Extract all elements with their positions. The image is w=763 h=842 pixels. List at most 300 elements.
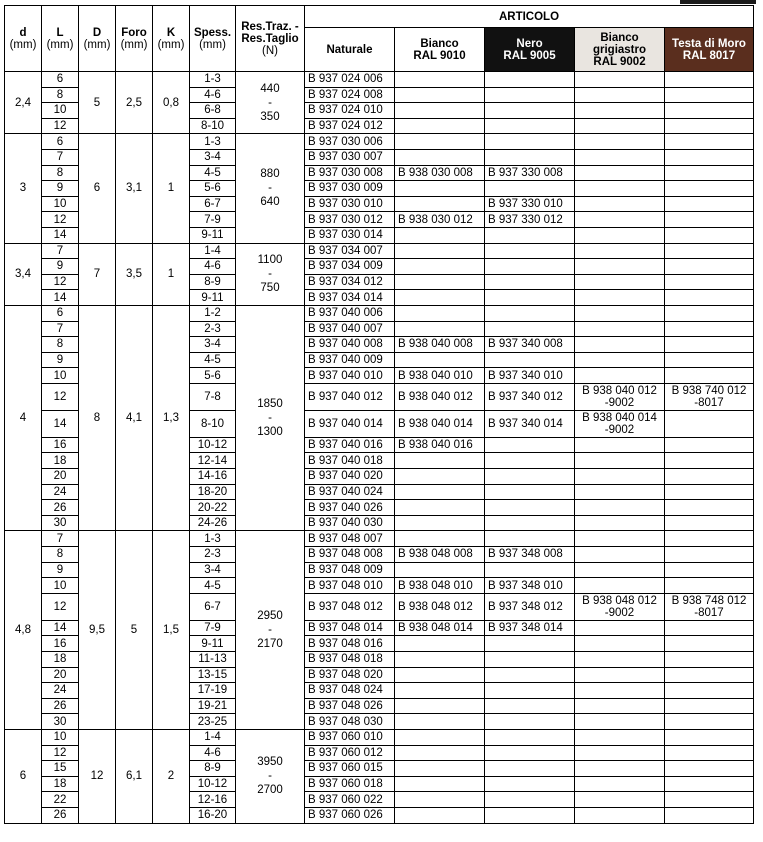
cell-grig (575, 620, 665, 636)
cell-spess: 4-5 (190, 578, 236, 594)
col-D-header: D (mm) (79, 6, 116, 72)
cell-D: 12 (79, 729, 116, 823)
cell-naturale: B 937 040 026 (305, 500, 395, 516)
cell-bianco: B 938 030 012 (395, 212, 485, 228)
cell-L: 9 (42, 352, 79, 368)
cell-grig (575, 383, 665, 410)
cell-nero: B 937 348 012 (485, 593, 575, 620)
cell-grig (575, 181, 665, 197)
cell-nero (485, 667, 575, 683)
cell-spess: 2-3 (190, 321, 236, 337)
cell-naturale: B 937 040 009 (305, 352, 395, 368)
cell-naturale: B 937 040 007 (305, 321, 395, 337)
cell-grig (575, 103, 665, 119)
cell-naturale: B 937 048 020 (305, 667, 395, 683)
cell-bianco (395, 274, 485, 290)
res-top: 1100 (257, 254, 283, 267)
cell-bianco (395, 652, 485, 668)
cell-grig (575, 453, 665, 469)
cell-d: 2,4 (5, 72, 42, 134)
cell-K: 1,5 (153, 531, 190, 730)
cell-bianco (395, 698, 485, 714)
cell-moro (665, 383, 754, 410)
cell-spess: 12-16 (190, 792, 236, 808)
cell-moro (665, 134, 754, 150)
cell-naturale: B 937 048 012 (305, 593, 395, 620)
cell-bianco (395, 87, 485, 103)
cell-foro: 2,5 (116, 72, 153, 134)
cell-naturale: B 937 040 008 (305, 337, 395, 353)
cell-bianco (395, 500, 485, 516)
cell-L: 18 (42, 652, 79, 668)
cell-nero (485, 636, 575, 652)
cell-moro (665, 453, 754, 469)
cell-bianco: B 938 048 012 (395, 593, 485, 620)
cell-L: 20 (42, 469, 79, 485)
cell-grig (575, 683, 665, 699)
cell-nero (485, 118, 575, 134)
cell-grig (575, 729, 665, 745)
cell-bianco (395, 196, 485, 212)
cell-L: 14 (42, 620, 79, 636)
code-line: -8017 (694, 396, 724, 409)
cell-moro (665, 807, 754, 823)
table-row (5, 729, 754, 745)
cell-L: 8 (42, 337, 79, 353)
cell-nero (485, 181, 575, 197)
cell-L: 12 (42, 274, 79, 290)
res-top: 440 (260, 82, 280, 95)
cell-L: 9 (42, 181, 79, 197)
cell-D: 7 (79, 243, 116, 305)
cell-nero: B 937 340 012 (485, 383, 575, 410)
cell-naturale: B 937 048 026 (305, 698, 395, 714)
cell-grig (575, 667, 665, 683)
cell-spess: 7-8 (190, 383, 236, 410)
cell-spess: 8-10 (190, 410, 236, 437)
cell-L: 24 (42, 683, 79, 699)
cell-d: 3 (5, 134, 42, 243)
cell-L: 6 (42, 72, 79, 88)
cell-grig (575, 652, 665, 668)
cell-moro (665, 227, 754, 243)
cell-foro: 3,1 (116, 134, 153, 243)
col-testa-di-moro-header: Testa di Moro RAL 8017 (665, 28, 754, 72)
cell-moro (665, 620, 754, 636)
cell-nero: B 937 348 008 (485, 547, 575, 563)
cell-grig (575, 578, 665, 594)
cell-grig (575, 72, 665, 88)
cell-naturale: B 937 040 020 (305, 469, 395, 485)
cell-nero (485, 227, 575, 243)
cell-grig (575, 410, 665, 437)
cell-grig (575, 274, 665, 290)
cell-bianco (395, 729, 485, 745)
cell-bianco (395, 243, 485, 259)
cell-L: 10 (42, 196, 79, 212)
cell-naturale: B 937 048 018 (305, 652, 395, 668)
cell-spess: 16-20 (190, 807, 236, 823)
cell-moro (665, 776, 754, 792)
cell-L: 14 (42, 227, 79, 243)
col-nero-header: Nero RAL 9005 (485, 28, 575, 72)
col-foro-header: Foro (mm) (116, 6, 153, 72)
cell-L: 26 (42, 698, 79, 714)
cell-nero: B 937 330 008 (485, 165, 575, 181)
cell-naturale: B 937 040 016 (305, 437, 395, 453)
cell-naturale: B 937 060 012 (305, 745, 395, 761)
cell-nero (485, 321, 575, 337)
cell-grig (575, 636, 665, 652)
cell-grig (575, 698, 665, 714)
cell-bianco (395, 469, 485, 485)
code-line: B 938 040 014 (582, 411, 657, 424)
cell-moro (665, 667, 754, 683)
cell-L: 7 (42, 149, 79, 165)
cell-moro (665, 729, 754, 745)
cell-naturale: B 937 048 007 (305, 531, 395, 547)
cell-nero (485, 776, 575, 792)
cell-L: 8 (42, 87, 79, 103)
cell-moro (665, 103, 754, 119)
cell-bianco (395, 134, 485, 150)
cell-bianco: B 938 040 014 (395, 410, 485, 437)
cell-foro: 4,1 (116, 305, 153, 531)
cell-grig (575, 118, 665, 134)
cell-bianco (395, 227, 485, 243)
cell-L: 10 (42, 103, 79, 119)
cell-D: 6 (79, 134, 116, 243)
cell-naturale: B 937 060 010 (305, 729, 395, 745)
res-bottom: 750 (260, 282, 280, 295)
cell-spess: 6-7 (190, 196, 236, 212)
cell-naturale: B 937 060 026 (305, 807, 395, 823)
cell-nero (485, 683, 575, 699)
cell-naturale: B 937 048 008 (305, 547, 395, 563)
cell-naturale: B 937 060 015 (305, 761, 395, 777)
cell-nero (485, 87, 575, 103)
cell-bianco (395, 745, 485, 761)
cell-moro (665, 547, 754, 563)
cell-grig (575, 290, 665, 306)
cell-spess: 8-10 (190, 118, 236, 134)
cell-nero (485, 290, 575, 306)
cell-nero (485, 469, 575, 485)
top-rule (680, 0, 756, 4)
cell-moro (665, 469, 754, 485)
table-row (5, 72, 754, 88)
cell-grig (575, 714, 665, 730)
col-K-header: K (mm) (153, 6, 190, 72)
cell-moro (665, 259, 754, 275)
table-row (5, 531, 754, 547)
cell-foro: 6,1 (116, 729, 153, 823)
cell-spess: 14-16 (190, 469, 236, 485)
cell-res (236, 72, 305, 134)
cell-D: 8 (79, 305, 116, 531)
cell-moro (665, 531, 754, 547)
cell-naturale: B 937 024 008 (305, 87, 395, 103)
cell-naturale: B 937 034 014 (305, 290, 395, 306)
cell-L: 10 (42, 368, 79, 384)
cell-grig (575, 807, 665, 823)
cell-bianco: B 938 048 010 (395, 578, 485, 594)
cell-L: 30 (42, 714, 79, 730)
col-d-header: d (mm) (5, 6, 42, 72)
cell-moro (665, 683, 754, 699)
cell-bianco (395, 484, 485, 500)
cell-bianco (395, 562, 485, 578)
cell-moro (665, 352, 754, 368)
code-line: -9002 (604, 606, 635, 619)
cell-spess: 11-13 (190, 652, 236, 668)
cell-spess: 3-4 (190, 149, 236, 165)
table-row (5, 134, 754, 150)
cell-grig (575, 792, 665, 808)
cell-grig (575, 196, 665, 212)
cell-nero (485, 305, 575, 321)
cell-bianco (395, 515, 485, 531)
cell-spess: 19-21 (190, 698, 236, 714)
cell-grig (575, 469, 665, 485)
cell-bianco (395, 792, 485, 808)
code-line: B 938 748 012 (671, 594, 747, 607)
cell-L: 16 (42, 437, 79, 453)
cell-grig (575, 761, 665, 777)
cell-moro (665, 636, 754, 652)
cell-naturale: B 937 030 012 (305, 212, 395, 228)
cell-naturale: B 937 040 012 (305, 383, 395, 410)
cell-grig (575, 437, 665, 453)
cell-moro (665, 500, 754, 516)
rivet-spec-table (4, 5, 754, 824)
cell-spess: 17-19 (190, 683, 236, 699)
col-res-header: Res.Traz. - Res.Taglio (N) (236, 6, 305, 72)
cell-res (236, 243, 305, 305)
cell-spess: 3-4 (190, 562, 236, 578)
cell-grig (575, 368, 665, 384)
col-spess-header: Spess. (mm) (190, 6, 236, 72)
cell-nero (485, 500, 575, 516)
cell-L: 7 (42, 531, 79, 547)
cell-naturale: B 937 024 012 (305, 118, 395, 134)
cell-grig (575, 321, 665, 337)
cell-naturale: B 937 030 009 (305, 181, 395, 197)
cell-moro (665, 337, 754, 353)
cell-naturale: B 937 030 006 (305, 134, 395, 150)
cell-grig (575, 515, 665, 531)
res-top: 1850 (257, 398, 283, 411)
cell-K: 1 (153, 243, 190, 305)
cell-L: 22 (42, 792, 79, 808)
cell-moro (665, 368, 754, 384)
cell-spess: 4-5 (190, 165, 236, 181)
cell-naturale: B 937 030 008 (305, 165, 395, 181)
cell-nero: B 937 340 008 (485, 337, 575, 353)
col-grigiastro-header: Bianco grigiastro RAL 9002 (575, 28, 665, 72)
cell-bianco: B 938 040 012 (395, 383, 485, 410)
cell-L: 8 (42, 165, 79, 181)
cell-spess: 5-6 (190, 181, 236, 197)
cell-nero (485, 134, 575, 150)
cell-naturale: B 937 034 012 (305, 274, 395, 290)
cell-grig (575, 562, 665, 578)
cell-nero (485, 714, 575, 730)
cell-L: 18 (42, 453, 79, 469)
cell-naturale: B 937 040 030 (305, 515, 395, 531)
res-bottom: 640 (260, 196, 280, 209)
cell-foro: 5 (116, 531, 153, 730)
code-line: -9002 (604, 423, 635, 436)
cell-nero (485, 259, 575, 275)
cell-spess: 1-3 (190, 531, 236, 547)
cell-moro (665, 212, 754, 228)
cell-bianco: B 938 048 008 (395, 547, 485, 563)
cell-moro (665, 593, 754, 620)
cell-moro (665, 410, 754, 437)
cell-naturale: B 937 030 014 (305, 227, 395, 243)
cell-nero (485, 531, 575, 547)
cell-L: 14 (42, 410, 79, 437)
cell-L: 24 (42, 484, 79, 500)
cell-nero (485, 652, 575, 668)
cell-spess: 1-4 (190, 243, 236, 259)
cell-naturale: B 937 040 014 (305, 410, 395, 437)
res-top: 3950 (257, 756, 283, 769)
code-line: B 938 740 012 (671, 384, 747, 397)
cell-spess: 10-12 (190, 437, 236, 453)
cell-spess: 3-4 (190, 337, 236, 353)
res-sep: - (268, 412, 272, 425)
cell-L: 15 (42, 761, 79, 777)
cell-grig (575, 500, 665, 516)
cell-L: 7 (42, 243, 79, 259)
cell-nero (485, 453, 575, 469)
cell-L: 12 (42, 212, 79, 228)
cell-grig (575, 87, 665, 103)
cell-spess: 23-25 (190, 714, 236, 730)
cell-grig (575, 243, 665, 259)
cell-bianco (395, 453, 485, 469)
col-naturale-header: Naturale (305, 28, 395, 72)
cell-nero: B 937 330 012 (485, 212, 575, 228)
cell-nero (485, 807, 575, 823)
code-line: -9002 (604, 396, 635, 409)
cell-D: 5 (79, 72, 116, 134)
cell-spess: 20-22 (190, 500, 236, 516)
cell-moro (665, 181, 754, 197)
cell-naturale: B 937 048 024 (305, 683, 395, 699)
cell-naturale: B 937 030 010 (305, 196, 395, 212)
cell-moro (665, 72, 754, 88)
cell-naturale: B 937 040 010 (305, 368, 395, 384)
cell-naturale: B 937 034 007 (305, 243, 395, 259)
cell-nero (485, 484, 575, 500)
res-sep: - (268, 624, 272, 637)
cell-spess: 7-9 (190, 212, 236, 228)
cell-moro (665, 515, 754, 531)
cell-bianco (395, 118, 485, 134)
cell-L: 9 (42, 259, 79, 275)
cell-moro (665, 484, 754, 500)
cell-bianco: B 938 040 016 (395, 437, 485, 453)
cell-moro (665, 578, 754, 594)
cell-nero (485, 103, 575, 119)
res-bottom: 2170 (257, 638, 283, 651)
cell-grig (575, 134, 665, 150)
cell-nero (485, 149, 575, 165)
cell-L: 12 (42, 118, 79, 134)
cell-moro (665, 698, 754, 714)
code-line: -8017 (694, 606, 724, 619)
cell-naturale: B 937 048 010 (305, 578, 395, 594)
cell-bianco: B 938 030 008 (395, 165, 485, 181)
cell-bianco (395, 714, 485, 730)
cell-nero (485, 729, 575, 745)
cell-res (236, 729, 305, 823)
cell-bianco: B 938 048 014 (395, 620, 485, 636)
cell-bianco (395, 259, 485, 275)
col-L-header: L (mm) (42, 6, 79, 72)
cell-L: 20 (42, 667, 79, 683)
cell-moro (665, 87, 754, 103)
cell-res (236, 305, 305, 531)
cell-nero (485, 745, 575, 761)
cell-spess: 5-6 (190, 368, 236, 384)
cell-grig (575, 593, 665, 620)
cell-bianco (395, 636, 485, 652)
cell-res (236, 531, 305, 730)
cell-bianco (395, 149, 485, 165)
cell-naturale: B 937 048 016 (305, 636, 395, 652)
res-bottom: 350 (260, 110, 280, 123)
cell-L: 10 (42, 729, 79, 745)
cell-L: 9 (42, 562, 79, 578)
cell-nero (485, 562, 575, 578)
cell-spess: 6-7 (190, 593, 236, 620)
cell-spess: 10-12 (190, 776, 236, 792)
cell-spess: 4-6 (190, 745, 236, 761)
cell-moro (665, 562, 754, 578)
cell-moro (665, 652, 754, 668)
cell-grig (575, 531, 665, 547)
cell-grig (575, 484, 665, 500)
cell-d: 4 (5, 305, 42, 531)
cell-nero: B 937 340 010 (485, 368, 575, 384)
cell-spess: 18-20 (190, 484, 236, 500)
code-line: B 938 040 012 (582, 384, 657, 397)
table-row (5, 243, 754, 259)
cell-moro (665, 290, 754, 306)
cell-bianco (395, 321, 485, 337)
cell-bianco (395, 352, 485, 368)
cell-spess: 4-6 (190, 259, 236, 275)
cell-naturale: B 937 048 030 (305, 714, 395, 730)
cell-spess: 24-26 (190, 515, 236, 531)
cell-L: 12 (42, 745, 79, 761)
cell-bianco (395, 531, 485, 547)
cell-grig (575, 165, 665, 181)
cell-grig (575, 776, 665, 792)
cell-spess: 4-5 (190, 352, 236, 368)
cell-bianco (395, 181, 485, 197)
cell-L: 18 (42, 776, 79, 792)
cell-bianco (395, 305, 485, 321)
cell-moro (665, 165, 754, 181)
res-bottom: 2700 (257, 784, 283, 797)
cell-nero: B 937 348 014 (485, 620, 575, 636)
cell-naturale: B 937 048 009 (305, 562, 395, 578)
